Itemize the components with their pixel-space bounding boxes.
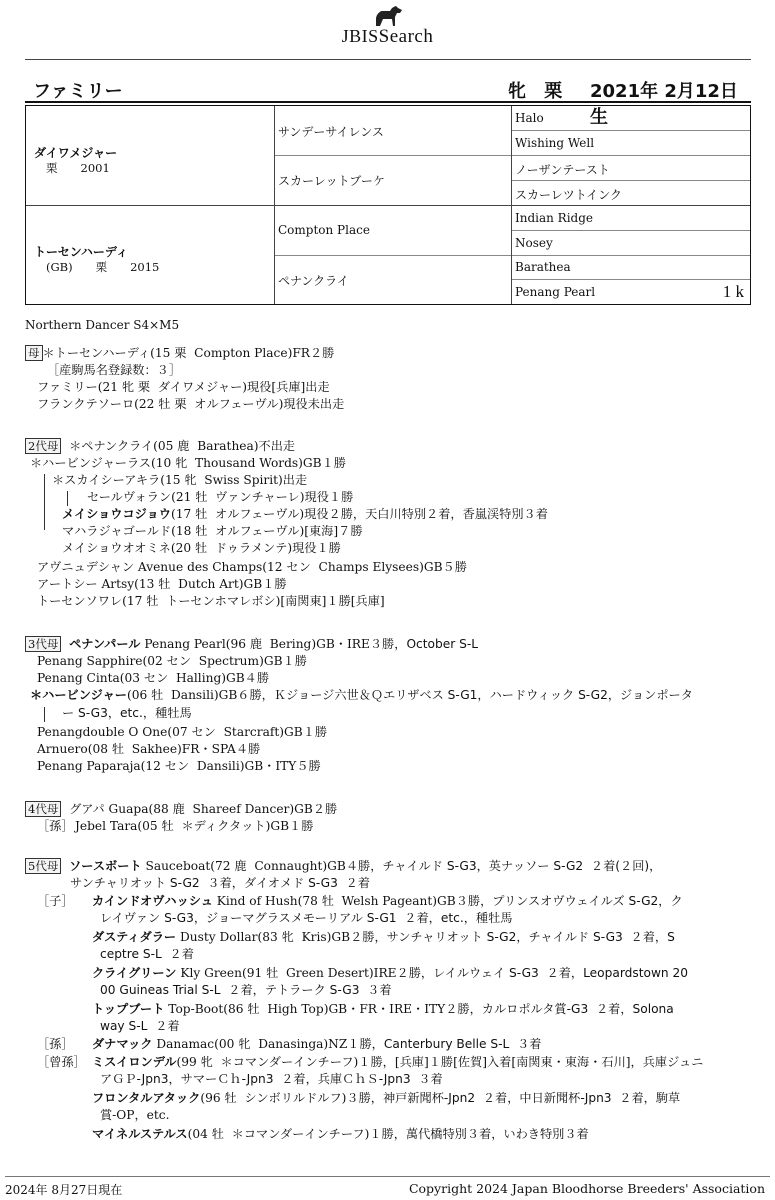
generation-badge: 4代母 bbox=[25, 801, 61, 817]
family-line: クライグリーン Kly Green(91 牡 Green Desert)IRE２勝，レイルウェイ S-G3 ２着，Leopardstown 20 bbox=[92, 966, 689, 980]
family-line: 5代母 ソースボート Sauceboat(72 鹿 Connaught)GB４勝，チャイルド S-G3，英ナッソー S-G2 ２着(２回)， bbox=[25, 858, 661, 875]
tree-line bbox=[44, 707, 45, 722]
gen2-name[interactable]: サンデーサイレンス bbox=[278, 125, 384, 139]
horse-birth-date: 2021年 2月12日生 bbox=[590, 81, 738, 128]
sire-info: 栗 2001 bbox=[46, 161, 110, 175]
tree-line bbox=[44, 474, 45, 530]
family-line: アＧＰ-Jpn3，サマーＣｈ-Jpn3 ２着，兵庫ＣｈＳ-Jpn3 ３着 bbox=[100, 1072, 443, 1086]
family-line: メイショウコジョウ(17 牡 オルフェーヴル)現役２勝，天白川特別２着，香嵐渓特別３着 bbox=[62, 507, 548, 521]
gen3-name[interactable]: Barathea bbox=[515, 260, 571, 274]
gen3-name[interactable]: Nosey bbox=[515, 236, 553, 250]
family-line: Arnuero(08 牡 Sakhee)FR・SPA４勝 bbox=[37, 742, 261, 756]
family-line: Jebel Tara(05 牡 ＊ディクタット)GB１勝 bbox=[75, 819, 314, 833]
pedigree-sire[interactable] bbox=[26, 106, 275, 206]
pedigree-gen2-cell[interactable] bbox=[275, 155, 512, 206]
gen3-name[interactable]: Penang Pearl bbox=[515, 285, 596, 299]
family-line: フロンタルアタック(96 牡 シンボリルドルフ)３勝，神戸新聞杯-Jpn2 ２着，中日新聞杯-Jpn3 ２着，駒草 bbox=[92, 1091, 681, 1105]
horse-sex-color: 牝 栗 bbox=[508, 81, 569, 102]
gen3-name[interactable]: スカーレツトインク bbox=[515, 188, 622, 202]
family-line: マハラジャゴールド(18 牡 オルフェーヴル)[東海]７勝 bbox=[62, 524, 363, 538]
family-line: ［孫］ bbox=[37, 1037, 74, 1051]
family-line: サンチャリオット S-G2 ３着，ダイオメド S-G3 ２着 bbox=[70, 876, 370, 890]
jbis-logo[interactable] bbox=[0, 4, 775, 48]
family-line: Penangdouble O One(07 セン Starcraft)GB１勝 bbox=[37, 725, 328, 739]
gen3-name[interactable]: Halo bbox=[515, 111, 544, 125]
family-number: 1 k bbox=[722, 282, 744, 301]
generation-badge: 5代母 bbox=[25, 858, 61, 874]
family-line: ダナマック Danamac(00 牝 Danasinga)NZ１勝，Canterbury Belle S-L ３着 bbox=[92, 1037, 542, 1051]
title-rule bbox=[25, 101, 751, 103]
pedigree-gen3-cell[interactable] bbox=[512, 106, 750, 131]
family-line: アートシー Artsy(13 牡 Dutch Art)GB１勝 bbox=[37, 577, 287, 591]
family-line: ceptre S-L ２着 bbox=[100, 947, 194, 961]
pedigree-dam[interactable] bbox=[26, 205, 275, 304]
family-line: 賞-OP，etc. bbox=[100, 1108, 170, 1122]
family-line: way S-L ２着 bbox=[100, 1019, 180, 1033]
family-line: Penang Sapphire(02 セン Spectrum)GB１勝 bbox=[37, 654, 307, 668]
family-line: ＊ハービンジャー(06 牡 Dansili)GB６勝，Ｋジョージ六世＆Ｑエリザベス S-G1，ハードウィック S-G2，ジョンポータ bbox=[30, 688, 693, 702]
family-line: レイヴァン S-G3，ジョーマグラスメモーリアル S-G1 ２着，etc.，種牡馬 bbox=[100, 911, 513, 925]
family-line: 2代母 ＊ペナンクライ(05 鹿 Barathea)不出走 bbox=[25, 438, 295, 455]
pedigree-table bbox=[25, 105, 751, 305]
pedigree-gen3-cell[interactable] bbox=[512, 181, 750, 206]
gen2-name[interactable]: ペナンクライ bbox=[278, 274, 349, 288]
family-line: 4代母 グアパ Guapa(88 鹿 Shareef Dancer)GB２勝 bbox=[25, 801, 337, 818]
pedigree-gen3-cell[interactable] bbox=[512, 255, 750, 280]
family-line: トップブート Top-Boot(86 牡 High Top)GB・FR・IRE・ITY２勝，カルロポルタ賞-G3 ２着，Solona bbox=[92, 1002, 674, 1016]
family-line: ［孫］ bbox=[37, 819, 74, 833]
brand-suffix: Search bbox=[378, 26, 434, 47]
generation-badge: 母 bbox=[25, 345, 43, 361]
family-line: ＊ハービンジャーラス(10 牝 Thousand Words)GB１勝 bbox=[30, 456, 346, 470]
pedigree-gen2-cell[interactable] bbox=[275, 106, 512, 156]
family-line: マイネルステルス(04 牡 ＊コマンダーインチーフ)１勝，萬代橋特別３着，いわき特別３着 bbox=[92, 1127, 589, 1141]
pedigree-gen2-cell[interactable] bbox=[275, 205, 512, 256]
family-line: ［曾孫］ bbox=[37, 1055, 86, 1069]
pedigree-gen2-cell[interactable] bbox=[275, 255, 512, 304]
gen2-name[interactable]: Compton Place bbox=[278, 223, 370, 237]
pedigree-gen3-cell[interactable] bbox=[512, 231, 750, 256]
gen3-name[interactable]: ノーザンテースト bbox=[515, 163, 610, 177]
family-line: ミスイロンデル(99 牝 ＊コマンダーインチーフ)１勝，[兵庫]１勝[佐賀]入着[南関東・東海・石川]，兵庫ジュニ bbox=[92, 1055, 704, 1069]
pedigree-gen3-cell[interactable] bbox=[512, 280, 750, 304]
family-line: ［産駒馬名登録数：３］ bbox=[47, 363, 182, 377]
footer-divider bbox=[5, 1176, 770, 1177]
inbreeding-note: Northern Dancer S4×M5 bbox=[25, 318, 180, 332]
dam-info: (GB) 栗 2015 bbox=[46, 260, 160, 274]
family-line: トーセンソワレ(17 牡 トーセンホマレボシ)[南関東]１勝[兵庫] bbox=[37, 594, 385, 608]
family-line: Penang Cinta(03 セン Halling)GB４勝 bbox=[37, 671, 270, 685]
family-line: アヴニュデシャン Avenue des Champs(12 セン Champs Elysees)GB５勝 bbox=[37, 560, 467, 574]
gen2-name[interactable]: スカーレットブーケ bbox=[278, 174, 385, 188]
family-line: ＊スカイシーアキラ(15 牝 Swiss Spirit)出走 bbox=[52, 473, 308, 487]
family-line: セールヴォラン(21 牡 ヴァンチャーレ)現役１勝 bbox=[87, 490, 354, 504]
dam-name[interactable]: トーセンハーディ bbox=[34, 245, 128, 259]
brand-name: JBIS bbox=[341, 26, 379, 46]
header-divider bbox=[25, 59, 751, 60]
family-line: フランクテソーロ(22 牡 栗 オルフェーヴル)現役未出走 bbox=[37, 397, 345, 411]
family-line: ー S-G3，etc.，種牡馬 bbox=[62, 706, 192, 720]
family-line: ［子］ bbox=[37, 894, 74, 908]
family-line: 00 Guineas Trial S-L ２着，テトラーク S-G3 ３着 bbox=[100, 983, 392, 997]
family-line: ファミリー(21 牝 栗 ダイワメジャー)現役[兵庫]出走 bbox=[37, 380, 330, 394]
sire-name[interactable]: ダイワメジャー bbox=[34, 146, 118, 160]
generation-badge: 3代母 bbox=[25, 636, 61, 652]
copyright: Copyright 2024 Japan Bloodhorse Breeders' Association bbox=[408, 1181, 765, 1196]
family-line: メイショウオオミネ(20 牡 ドゥラメンテ)現役１勝 bbox=[62, 541, 341, 555]
family-line: 3代母 ペナンパール Penang Pearl(96 鹿 Bering)GB・IRE３勝，October S-L bbox=[25, 636, 478, 653]
pedigree-gen3-cell[interactable] bbox=[512, 205, 750, 231]
family-line: 母 ＊トーセンハーディ(15 栗 Compton Place)FR２勝 bbox=[25, 345, 334, 362]
pedigree-gen3-cell[interactable] bbox=[512, 131, 750, 156]
gen3-name[interactable]: Indian Ridge bbox=[515, 211, 594, 225]
pedigree-gen3-cell[interactable] bbox=[512, 156, 750, 181]
horse-name: ファミリー bbox=[33, 81, 123, 102]
as-of-date: 2024年 8月27日現在 bbox=[5, 1183, 123, 1197]
tree-line bbox=[67, 491, 68, 506]
gen3-name[interactable]: Wishing Well bbox=[515, 136, 595, 150]
family-line: カインドオヴハッシュ Kind of Hush(78 牡 Welsh Pageant)GB３勝，プリンスオヴウェイルズ S-G2，ク bbox=[92, 894, 683, 908]
family-line: Penang Paparaja(12 セン Dansili)GB・ITY５勝 bbox=[37, 759, 321, 773]
horse-logo-icon bbox=[368, 4, 408, 28]
family-line: ダスティダラー Dusty Dollar(83 牝 Kris)GB２勝，サンチャリオット S-G2，チャイルド S-G3 ２着，S bbox=[92, 930, 675, 944]
generation-badge: 2代母 bbox=[25, 438, 61, 454]
